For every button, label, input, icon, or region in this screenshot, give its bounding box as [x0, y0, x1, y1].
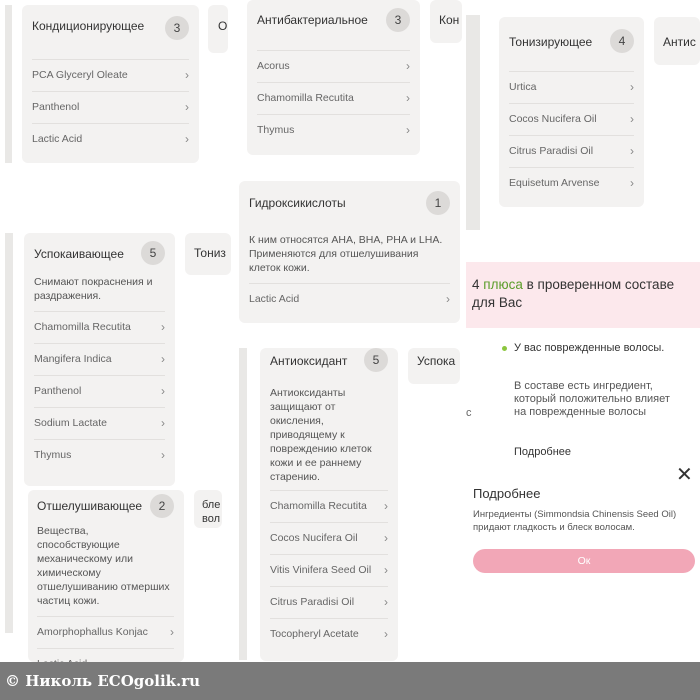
- card-hydroxy-acids: [239, 181, 460, 323]
- chevron-right-icon: ›: [630, 176, 634, 190]
- ingredient-label: Thymus: [257, 124, 295, 136]
- card-description: Вещества, способствующие механическому или химическому отшелушиванию отмерших частиц кожи.: [37, 525, 170, 607]
- card-edge: [466, 15, 480, 230]
- ingredient-item[interactable]: [270, 490, 388, 522]
- bullet-dot-icon: [502, 346, 507, 351]
- chevron-right-icon: ›: [630, 144, 634, 158]
- ingredient-label: Cocos Nucifera Oil: [270, 532, 358, 544]
- ingredient-item[interactable]: [34, 439, 165, 471]
- card-header[interactable]: [499, 17, 644, 59]
- count-badge: 5: [364, 348, 388, 372]
- card-title: Отшелушивающее: [37, 499, 143, 513]
- ingredient-item[interactable]: [32, 123, 189, 155]
- card-header[interactable]: [28, 490, 184, 524]
- ingredient-label: Lactic Acid: [249, 293, 300, 305]
- chevron-right-icon: ›: [630, 80, 634, 94]
- peek-label: бле: [202, 499, 221, 511]
- card-antibacterial: [247, 0, 420, 155]
- ingredient-label: Mangifera Indica: [34, 353, 112, 365]
- pluses-rest: в проверенном составе для Вас: [472, 277, 675, 310]
- chevron-right-icon: ›: [384, 627, 388, 641]
- count-badge: 5: [141, 241, 165, 265]
- modal-text: Ингредиенты (Simmondsia Chinensis Seed Oil) придают гладкость и блеск волосам.: [473, 509, 677, 533]
- card-title: Гидроксикислоты: [249, 196, 346, 210]
- ingredient-label: Chamomilla Recutita: [270, 500, 367, 512]
- card-antioxidant: [260, 348, 398, 661]
- chevron-right-icon: ›: [161, 384, 165, 398]
- card-title: Антибактериальное: [257, 13, 368, 27]
- card-header[interactable]: [260, 348, 398, 386]
- peek-label: вол: [202, 513, 221, 525]
- ingredient-item[interactable]: [257, 50, 410, 82]
- chevron-right-icon: ›: [384, 563, 388, 577]
- card-header[interactable]: [247, 0, 420, 40]
- pluses-word: плюса: [483, 277, 523, 292]
- ingredient-label: Thymus: [34, 449, 72, 461]
- details-modal: [466, 458, 700, 578]
- count-badge: 3: [386, 8, 410, 32]
- count-badge: 4: [610, 29, 634, 53]
- card-description: К ним относятся AHA, BHA, PHA и LHA. Применяются для отшелушивания клеток кожи.: [249, 234, 443, 274]
- chevron-right-icon: ›: [630, 112, 634, 126]
- count-badge: 2: [150, 494, 174, 518]
- ingredient-label: Amorphophallus Konjac: [37, 626, 148, 638]
- chevron-right-icon: ›: [384, 531, 388, 545]
- ingredient-item[interactable]: [34, 343, 165, 375]
- pluses-heading: [472, 276, 692, 312]
- ingredient-item[interactable]: [34, 311, 165, 343]
- count-badge: 1: [426, 191, 450, 215]
- ingredient-item[interactable]: [509, 71, 634, 103]
- ingredient-label: Cocos Nucifera Oil: [509, 113, 597, 125]
- card-description: Антиоксиданты защищают от окисления, приводящему к повреждению клеток кожи и ее раннему старению.: [270, 387, 372, 483]
- chevron-right-icon: ›: [384, 499, 388, 513]
- ingredient-item[interactable]: [249, 283, 450, 315]
- ingredient-item[interactable]: [32, 59, 189, 91]
- peek-label: Кон: [439, 13, 460, 27]
- plus-item: [514, 342, 684, 355]
- ingredient-item[interactable]: [257, 114, 410, 146]
- ingredient-label: Panthenol: [34, 385, 82, 397]
- ingredient-label: Vitis Vinifera Seed Oil: [270, 564, 372, 576]
- chevron-right-icon: ›: [406, 59, 410, 73]
- ingredient-label: Citrus Paradisi Oil: [509, 145, 594, 157]
- card-peek[interactable]: [430, 0, 462, 43]
- card-peek[interactable]: [185, 233, 231, 275]
- ingredient-item[interactable]: [509, 135, 634, 167]
- ingredient-label: Acorus: [257, 60, 290, 72]
- card-header[interactable]: [22, 5, 199, 49]
- ingredient-item[interactable]: [270, 522, 388, 554]
- chevron-right-icon: ›: [406, 91, 410, 105]
- ingredient-label: PCA Glyceryl Oleate: [32, 69, 128, 81]
- chevron-right-icon: ›: [185, 68, 189, 82]
- chevron-right-icon: ›: [161, 320, 165, 334]
- card-title: Тонизирующее: [509, 35, 593, 49]
- card-header[interactable]: [24, 233, 175, 275]
- card-edge: [5, 233, 13, 633]
- details-link[interactable]: Подробнее: [514, 446, 572, 458]
- chevron-right-icon: ›: [185, 132, 189, 146]
- card-edge: [5, 5, 12, 163]
- chevron-right-icon: ›: [161, 352, 165, 366]
- ingredient-item[interactable]: [34, 407, 165, 439]
- ingredient-label: Chamomilla Recutita: [257, 92, 354, 104]
- card-peek[interactable]: [194, 490, 222, 528]
- card-conditioning: [22, 5, 199, 163]
- peek-label: Антис: [663, 35, 696, 49]
- modal-title: Подробнее: [473, 486, 541, 501]
- ingredient-label: Chamomilla Recutita: [34, 321, 131, 333]
- ingredient-item[interactable]: [509, 167, 634, 199]
- card-title: Кондиционирующее: [32, 19, 145, 33]
- card-title: Успокаивающее: [34, 247, 124, 261]
- card-exfoliating: [28, 490, 184, 662]
- chevron-right-icon: ›: [161, 416, 165, 430]
- peek-label: О: [218, 19, 228, 33]
- card-header[interactable]: [239, 181, 460, 229]
- plus-description: В составе есть ингредиент, который положительно влияет на поврежденные волосы: [514, 380, 670, 418]
- card-toning: [499, 17, 644, 207]
- peek-label: Успока: [417, 354, 456, 368]
- card-title: Антиоксидант: [270, 354, 348, 368]
- ingredient-item[interactable]: [270, 554, 388, 586]
- pluses-summary: [466, 262, 700, 328]
- chevron-right-icon: ›: [170, 625, 174, 639]
- ingredient-item[interactable]: [270, 586, 388, 618]
- ingredient-label: Urtica: [509, 81, 537, 93]
- ingredient-label: Equisetum Arvense: [509, 177, 600, 189]
- chevron-right-icon: ›: [406, 123, 410, 137]
- ingredient-item[interactable]: [32, 91, 189, 123]
- ingredient-item[interactable]: [37, 616, 174, 648]
- watermark-bar: [0, 662, 700, 700]
- ingredient-label: Tocopheryl Acetate: [270, 628, 359, 640]
- plus-title: У вас поврежденные волосы.: [514, 342, 665, 354]
- card-edge: [239, 348, 247, 660]
- close-icon[interactable]: ✕: [676, 464, 693, 486]
- card-peek[interactable]: [208, 5, 228, 53]
- card-peek[interactable]: [408, 348, 460, 384]
- peek-label: Тониз: [194, 246, 226, 260]
- ingredient-label: Sodium Lactate: [34, 417, 107, 429]
- plus-detail: [500, 330, 700, 470]
- chevron-right-icon: ›: [185, 100, 189, 114]
- ingredient-item[interactable]: [34, 375, 165, 407]
- ingredient-label: Lactic Acid: [32, 133, 83, 145]
- ingredient-item[interactable]: [270, 618, 388, 650]
- ok-button[interactable]: Ок: [473, 549, 695, 573]
- watermark-text: © Николь ECOgolik.ru: [5, 672, 201, 690]
- card-description: Снимают покраснения и раздражения.: [34, 276, 153, 302]
- card-soothing: [24, 233, 175, 486]
- pluses-count: 4: [472, 277, 480, 292]
- count-badge: 3: [165, 16, 189, 40]
- ingredient-item[interactable]: [509, 103, 634, 135]
- card-peek[interactable]: [654, 17, 700, 65]
- chevron-right-icon: ›: [384, 595, 388, 609]
- chevron-right-icon: ›: [446, 292, 450, 306]
- ingredient-label: Citrus Paradisi Oil: [270, 596, 355, 608]
- ingredient-label: Panthenol: [32, 101, 80, 113]
- peek-fragment: с: [466, 407, 472, 419]
- chevron-right-icon: ›: [161, 448, 165, 462]
- ingredient-item[interactable]: [257, 82, 410, 114]
